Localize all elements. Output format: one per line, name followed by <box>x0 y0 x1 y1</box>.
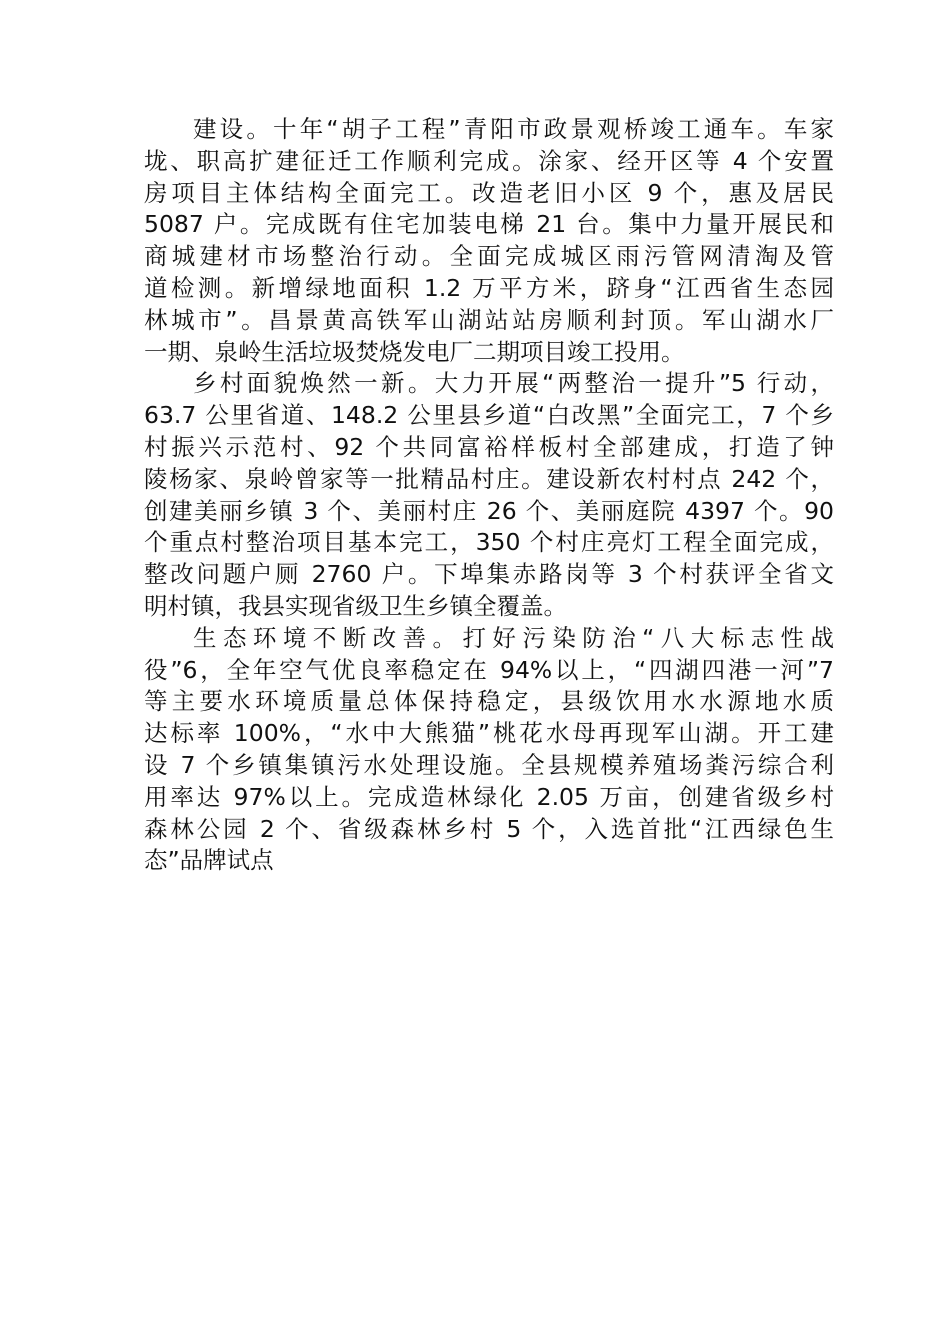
text-line: 5087 户。完成既有住宅加装电梯 21 台。集中力量开展民和 <box>144 210 834 239</box>
text-line: 一期、泉岭生活垃圾焚烧发电厂二期项目竣工投用。 <box>144 337 685 366</box>
text-line: 役”6，全年空气优良率稳定在 94%以上，“四湖四港一河”7 <box>144 655 834 684</box>
text-line: 垅、职高扩建征迁工作顺利完成。涂家、经开区等 4 个安置 <box>144 146 834 175</box>
text-line: 森林公园 2 个、省级森林乡村 5 个，入选首批“江西绿色生 <box>144 814 834 843</box>
text-line: 商城建材市场整治行动。全面完成城区雨污管网清淘及管 <box>144 242 834 271</box>
text-line: 63.7 公里省道、148.2 公里县乡道“白改黑”全面完工，7 个乡 <box>144 401 834 430</box>
text-line: 态”品牌试点 <box>144 846 274 875</box>
text-line: 陵杨家、泉岭曾家等一批精品村庄。建设新农村村点 242 个， <box>144 464 834 493</box>
text-line: 房项目主体结构全面完工。改造老旧小区 9 个，惠及居民 <box>144 178 834 207</box>
text-line: 林城市”。昌景黄高铁军山湖站站房顺利封顶。军山湖水厂 <box>144 305 834 334</box>
text-line: 道检测。新增绿地面积 1.2 万平方米，跻身“江西省生态园 <box>144 273 834 302</box>
text-line: 等主要水环境质量总体保持稳定，县级饮用水水源地水质 <box>144 687 834 716</box>
text-line: 用率达 97%以上。完成造林绿化 2.05 万亩，创建省级乡村 <box>144 782 834 811</box>
text-line: 村振兴示范村、92 个共同富裕样板村全部建成，打造了钟 <box>144 432 834 461</box>
text-line: 创建美丽乡镇 3 个、美丽村庄 26 个、美丽庭院 4397 个。90 <box>144 496 834 525</box>
text-line: 达标率 100%，“水中大熊猫”桃花水母再现军山湖。开工建 <box>144 719 834 748</box>
text-line: 个重点村整治项目基本完工，350 个村庄亮灯工程全面完成， <box>144 528 834 557</box>
text-line: 明村镇，我县实现省级卫生乡镇全覆盖。 <box>144 591 567 620</box>
text-line: 乡村面貌焕然一新。大力开展“两整治一提升”5 行动， <box>193 369 834 398</box>
body-text <box>144 114 834 877</box>
text-line: 整改问题户厕 2760 户。下埠集赤路岗等 3 个村获评全省文 <box>144 560 834 589</box>
text-line: 设 7 个乡镇集镇污水处理设施。全县规模养殖场粪污综合利 <box>144 750 834 779</box>
text-line: 生态环境不断改善。打好污染防治“八大标志性战 <box>193 623 834 652</box>
text-line: 建设。十年“胡子工程”青阳市政景观桥竣工通车。车家 <box>193 115 834 143</box>
